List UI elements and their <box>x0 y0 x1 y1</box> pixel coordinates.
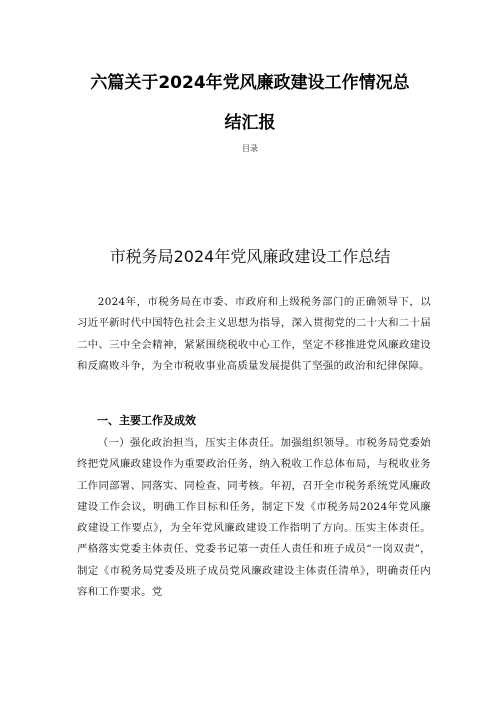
intro-paragraph: 2024年，市税务局在市委、市政府和上级税务部门的正确领导下，以习近平新时代中国特色社会主义思想为指导，深入贯彻党的二十大和二十届二中、三中全会精神，紧紧围绕税收中心工作，坚定不移推进党风廉政建设和反腐败斗争，为全市税收事业高质量发展提供了坚强的政治和纪律保障。 <box>77 296 431 372</box>
body-paragraph: （一）强化政治担当，压实主体责任。加强组织领导。市税务局党委始终把党风廉政建设作为重要政治任务，纳入税收工作总体布局，与税收业务工作同部署、同落实、同检查、同考核。年初，召开全市税务系统党风廉政建设工作会议，明确工作目标和任务，制定下发《市税务局2024年党风廉政建设工作要点》，为全年党风廉政建设工作指明了方向。压实主体责任。严格落实党委主体责任、党委书记第一责任人责任和班子成员“一岗双责”，制定《市税务局党委及班子成员党风廉政建设主体责任清单》，明确责任内容和工作要求。党 <box>77 437 431 599</box>
section-title: 市税务局2024年党风廉政建设工作总结 <box>109 247 391 266</box>
table-of-contents-label: 目录 <box>242 144 258 153</box>
document-title-line-1: 六篇关于2024年党风廉政建设工作情况总 <box>90 73 410 93</box>
heading-main-work: 一、主要工作及成效 <box>97 414 196 427</box>
document-title-line-2: 结汇报 <box>224 113 276 133</box>
